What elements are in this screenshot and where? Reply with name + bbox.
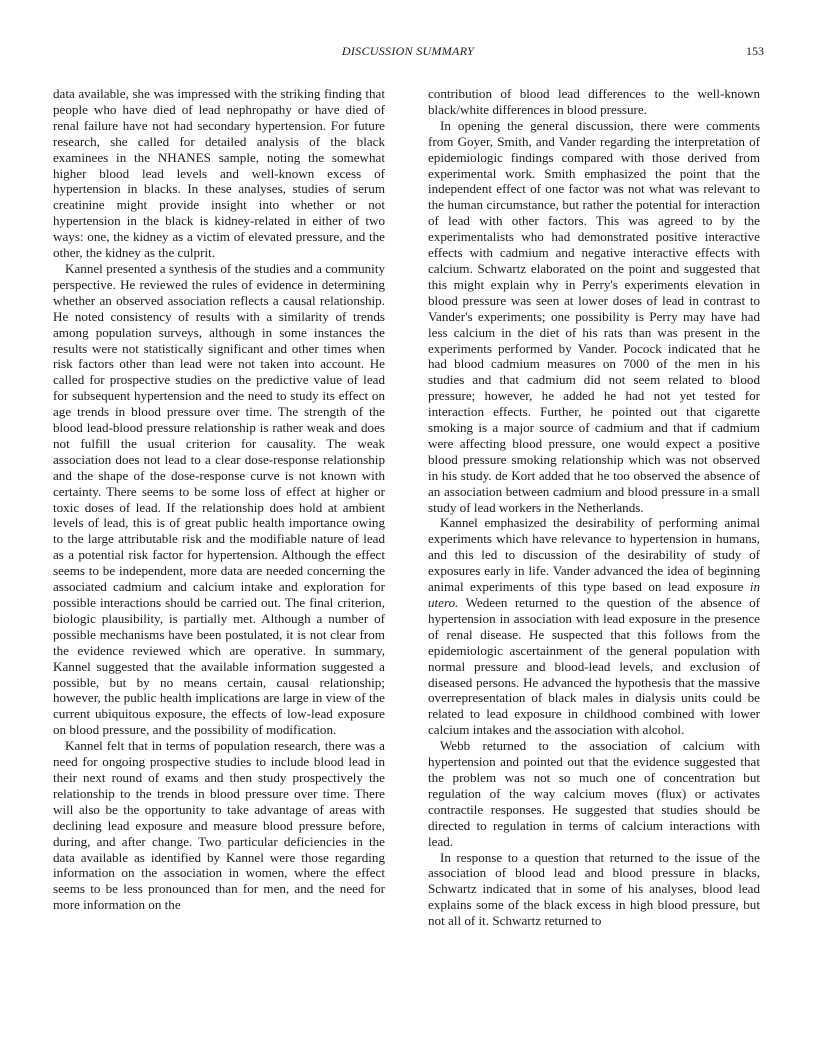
paragraph [428, 515, 760, 738]
running-head: DISCUSSION SUMMARY [341, 44, 475, 58]
paragraph-text: Kannel emphasized the desirability of performing animal experiments which have relevance to hypertension in humans, and this led to discussion of the desirability of study of exposures early in life. Vander advanced the idea of beginning animal experiments of this type based on lead exposure [428, 515, 760, 595]
paragraph: Webb returned to the association of calcium with hypertension and pointed out that the evidence suggested that the problem was not so much one of concentration but regulation of the way calcium moves (flux) or activates contractile responses. He suggested that studies should be directed to regulation in terms of calcium interactions with lead. [428, 738, 760, 849]
right-column [428, 86, 760, 929]
paragraph: Kannel felt that in terms of population research, there was a need for ongoing prospective studies to include blood lead in their next round of exams and then study prospectively the relationship to the trends in blood pressure over time. There will also be the opportunity to take advantage of areas with declining lead exposure and measure blood pressure before, during, and after change. Two particular deficiencies in the data available as identified by Kannel were those regarding information on the association in women, where the effect seems to be less pronounced than for men, and the need for more information on the [53, 738, 385, 913]
italic-term: in utero. [428, 579, 760, 610]
paragraph: contribution of blood lead differences to the well-known black/white differences in blood pressure. [428, 86, 760, 117]
page-number: 153 [746, 44, 764, 58]
paragraph: In response to a question that returned to the issue of the association of blood lead and blood pressure in blacks, Schwartz indicated that in some of his analyses, blood lead explains some of the black excess in high blood pressure, but not all of it. Schwartz returned to [428, 849, 760, 929]
paragraph-text: Wedeen returned to the question of the absence of hypertension in association with lead exposure in the presence of renal disease. He suspected that this follows from the epidemiologic ascertainment of the general population with normal pressure and blood-lead levels, and exclusion of diseased persons. He advanced the hypothesis that the massive overrepresentation of black males in dialysis units could be related to lead exposure in childhood combined with lower calcium intakes and the association with alcohol. [428, 595, 760, 738]
paragraph: data available, she was impressed with the striking finding that people who have died of lead nephropathy or have died of renal failure have not had secondary hypertension. For future research, she called for detailed analysis of the black examinees in the NHANES sample, noting the somewhat higher blood lead levels and well-known excess of hypertension in blacks. In these analyses, studies of serum creatinine might provide insight into whether or not hypertension in the black is kidney-related in either of two ways: one, the kidney as a victim of elevated pressure, and the other, the kidney as the culprit. [53, 86, 385, 261]
paragraph: In opening the general discussion, there were comments from Goyer, Smith, and Vander regarding the interpretation of epidemiologic findings compared with those derived from experimental work. Smith emphasized the point that the independent effect of one factor was not what was relevant to the human circumstance, but rather the potential for interaction of lead with other factors. This was agreed to by the experimentalists who had demonstrated positive interactive effects with cadmium and negative interactive effects with calcium. Schwartz elaborated on the point and suggested that this might explain why in Perry's experiments elevation in blood pressure was seen at lower doses of lead in contrast to Vander's experiments; one possibility is Perry may have had less calcium in the diet of his rats than was present in the experiments performed by Vander. Pocock indicated that he had blood cadmium measures on 7000 of the men in his studies and that cadmium did not seem related to blood pressure; however, he added he had not yet tested for interaction effects. Further, he pointed out that cigarette smoking is a major source of cadmium and that if cadmium were affecting blood pressure, one would expect a positive blood pressure smoking relationship which was not observed in his study. de Kort added that he too observed the absence of an association between cadmium and blood pressure in a small study of lead workers in the Netherlands. [428, 117, 760, 515]
paragraph: Kannel presented a synthesis of the studies and a community perspective. He reviewed the rules of evidence in determining whether an observed association reflects a causal relationship. He noted consistency of results with a similarity of trends among population surveys, although in some instances the results were not statistically significant and other times when risk factors other than lead were not taken into account. He called for prospective studies on the predictive value of lead for subsequent hypertension and the need to study its effect on age trends in blood pressure over time. The strength of the blood lead-blood pressure relationship is rather weak and does not fulfill the usual criterion for causality. The weak association does not lead to a clear dose-response relationship and the shape of the dose-response curve is not known with certainty. There seems to be some loss of effect at higher or toxic doses of lead. If the relationship does hold at ambient levels of lead, this is of great public health importance owing to the large attributable risk and the modifiable nature of lead as a potential risk factor for hypertension. Although the effect seems to be independent, more data are needed concerning the associated cadmium and calcium intake and exploration for possible interactions should be carried out. The final criterion, biologic plausibility, is partially met. Although a number of possible mechanisms have been postulated, it is not clear from the evidence reviewed which are operative. In summary, Kannel suggested that the available information suggested a possible, but by no means certain, causal relationship; however, the public health implications are large in view of the current ubiquitous exposure, the effects of low-lead exposure on blood pressure, and the possibility of modification. [53, 260, 385, 738]
page-header [52, 44, 764, 64]
left-column [53, 86, 385, 913]
